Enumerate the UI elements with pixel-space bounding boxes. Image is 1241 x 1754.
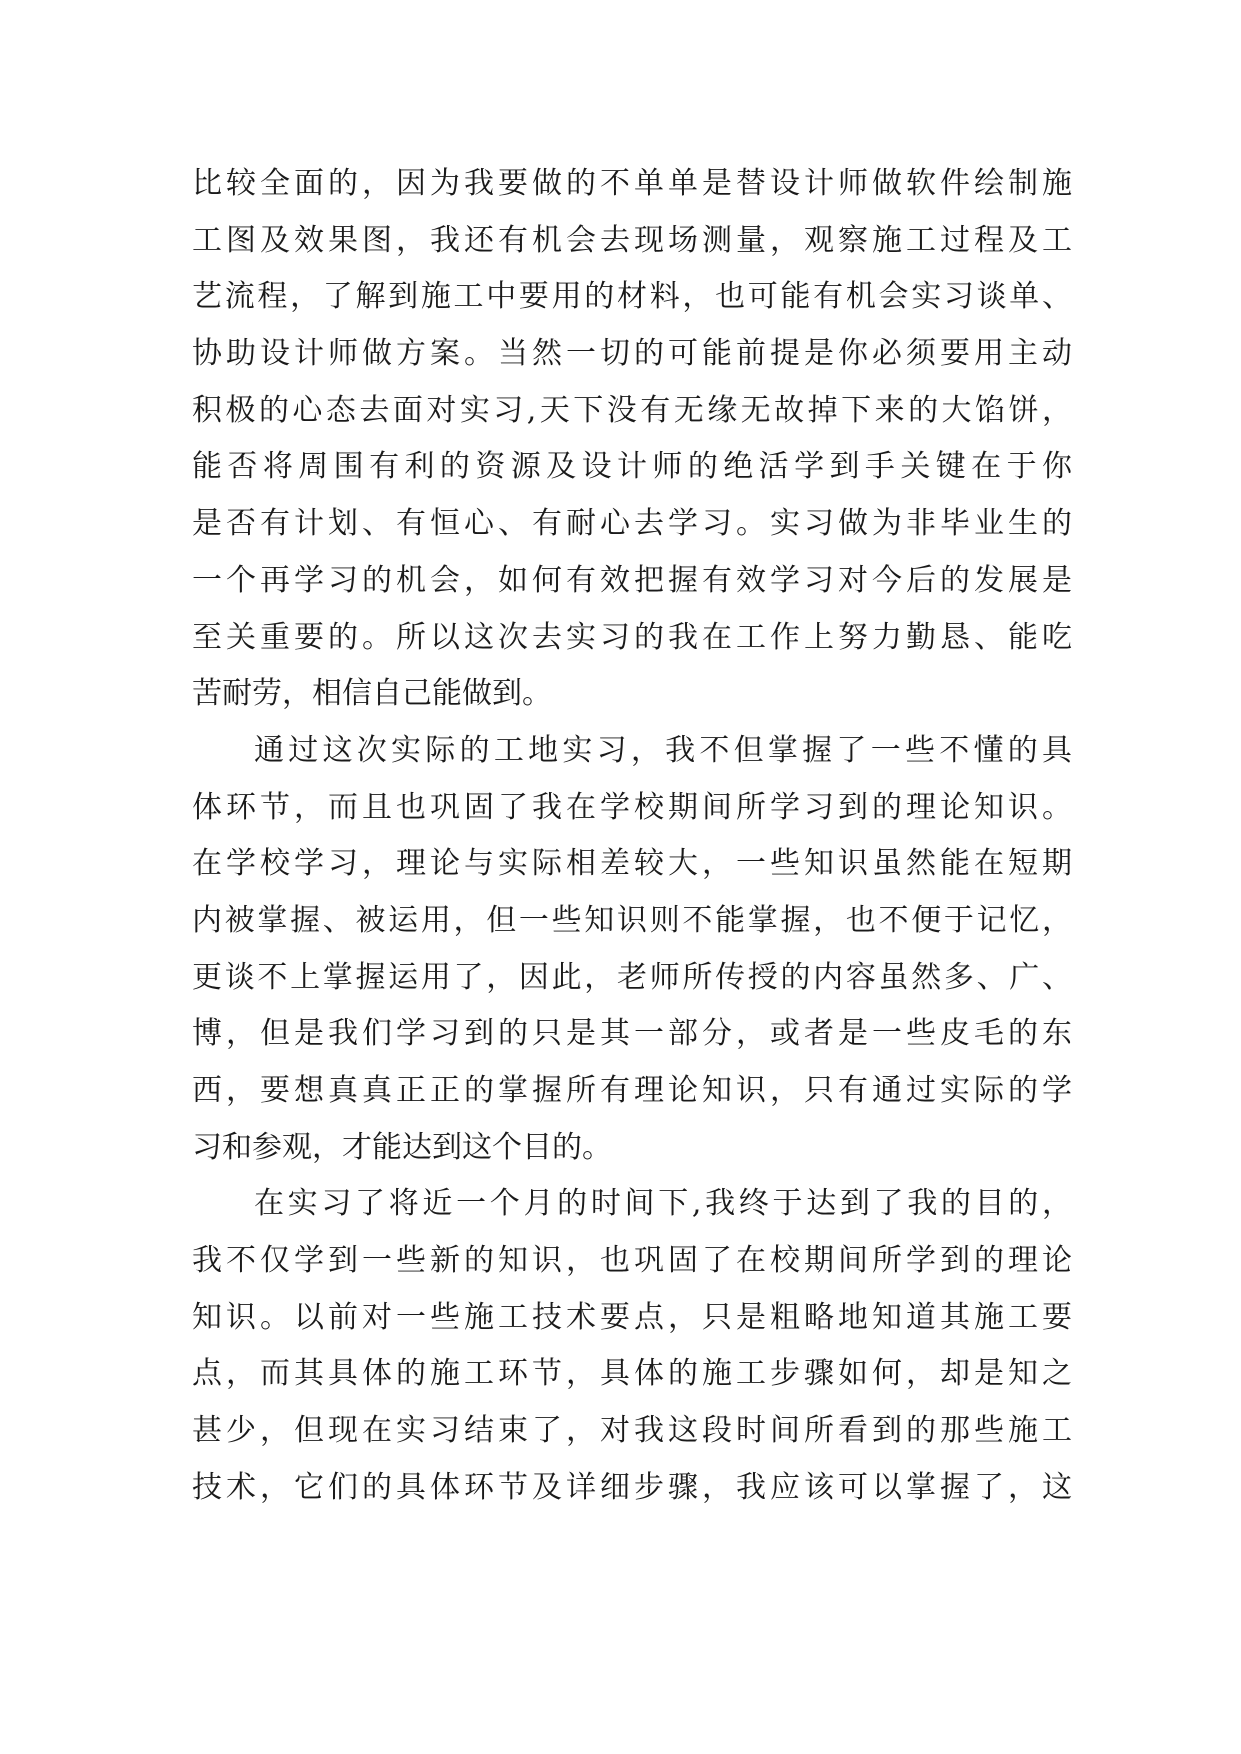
text-line: 协助设计师做方案。当然一切的可能前提是你必须要用主动 [192, 336, 1072, 372]
text-line: 能否将周围有利的资源及设计师的绝活学到手关键在于你 [192, 449, 1072, 485]
text-line: 博，但是我们学习到的只是其一部分，或者是一些皮毛的东 [192, 1016, 1072, 1052]
text-line: 点，而其具体的施工环节，具体的施工步骤如何，却是知之 [192, 1356, 1072, 1392]
text-line: 更谈不上掌握运用了，因此，老师所传授的内容虽然多、广、 [192, 959, 1072, 995]
text-line: 是否有计划、有恒心、有耐心去学习。实习做为非毕业生的 [192, 506, 1072, 542]
text-line: 工图及效果图，我还有机会去现场测量，观察施工过程及工 [192, 222, 1072, 258]
text-line: 我不仅学到一些新的知识，也巩固了在校期间所学到的理论 [192, 1243, 1072, 1279]
text-line: 甚少，但现在实习结束了，对我这段时间所看到的那些施工 [192, 1413, 1072, 1449]
paragraph-end-line: 苦耐劳，相信自己能做到。 [192, 676, 552, 712]
text-line: 内被掌握、被运用，但一些知识则不能掌握，也不便于记忆， [192, 902, 1072, 938]
text-line: 知识。以前对一些施工技术要点，只是粗略地知道其施工要 [192, 1299, 1072, 1335]
text-line: 西，要想真真正正的掌握所有理论知识，只有通过实际的学 [192, 1073, 1072, 1108]
text-line: 技术，它们的具体环节及详细步骤，我应该可以掌握了，这 [192, 1469, 1072, 1505]
text-line: 至关重要的。所以这次去实习的我在工作上努力勤恳、能吃 [192, 619, 1072, 655]
text-line: 一个再学习的机会，如何有效把握有效学习对今后的发展是 [192, 562, 1072, 598]
text-line: 在学校学习，理论与实际相差较大，一些知识虽然能在短期 [192, 846, 1072, 882]
paragraph-start-line: 通过这次实际的工地实习，我不但掌握了一些不懂的具 [254, 732, 1072, 768]
text-line: 比较全面的，因为我要做的不单单是替设计师做软件绘制施 [192, 166, 1072, 201]
text-line: 艺流程，了解到施工中要用的材料，也可能有机会实习谈单、 [192, 279, 1072, 315]
body-text [192, 156, 1072, 1517]
text-line: 体环节，而且也巩固了我在学校期间所学习到的理论知识。 [192, 789, 1072, 825]
paragraph-start-line: 在实习了将近一个月的时间下,我终于达到了我的目的， [254, 1186, 1072, 1222]
paragraph-end-line: 习和参观，才能达到这个目的。 [192, 1129, 612, 1165]
text-line: 积极的心态去面对实习,天下没有无缘无故掉下来的大馅饼， [192, 392, 1072, 428]
